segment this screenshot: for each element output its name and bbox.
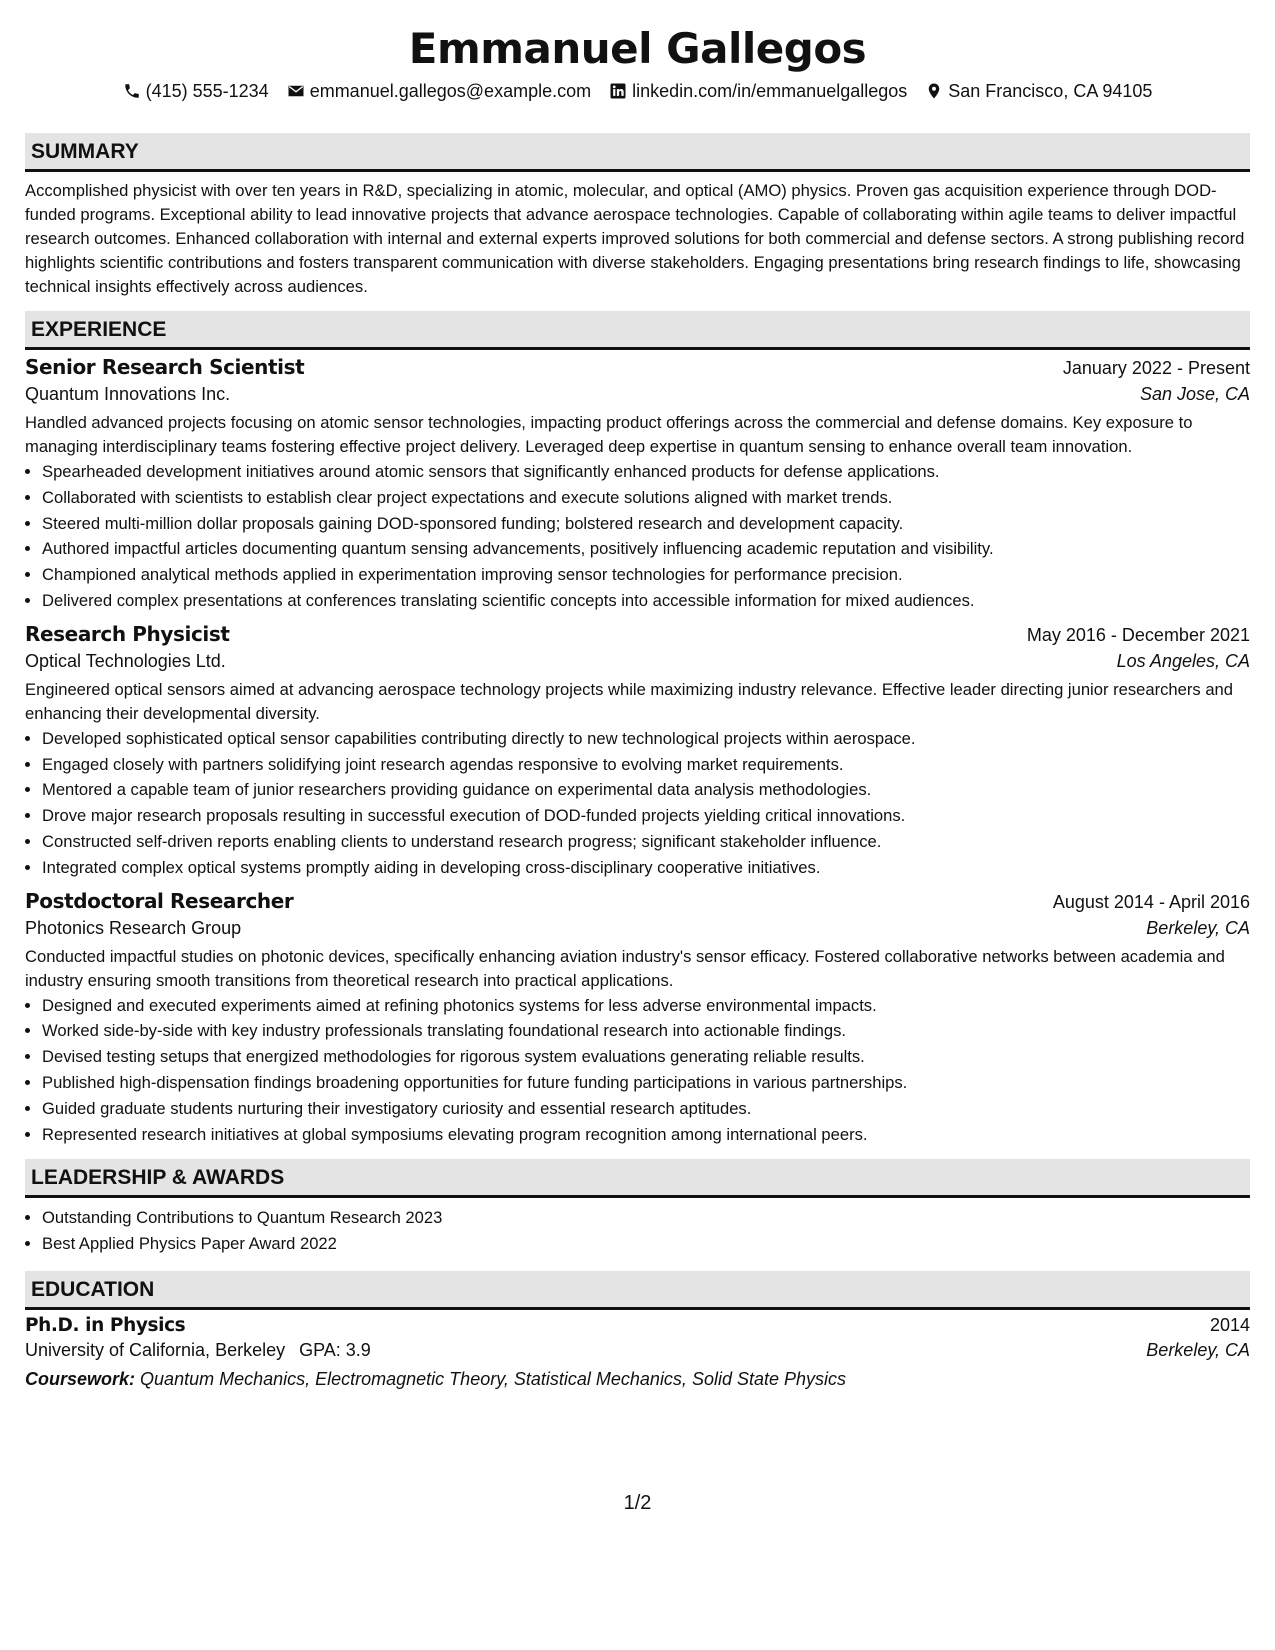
job-location: Los Angeles, CA (1116, 650, 1250, 671)
coursework-text: Quantum Mechanics, Electromagnetic Theory, Statistical Mechanics, Solid State Physics (140, 1368, 847, 1389)
experience-heading: EXPERIENCE (25, 311, 1250, 350)
contact-phone (123, 78, 269, 104)
email-link[interactable]: emmanuel.gallegos@example.com (309, 81, 592, 101)
contact-location (925, 78, 1152, 104)
education-heading: EDUCATION (25, 1271, 1250, 1310)
contact-linkedin[interactable] (609, 78, 907, 104)
coursework-label: Coursework: (25, 1368, 136, 1389)
list-item: • Devised testing setups that energized methodologies for rigorous system evaluations generating reliable results. (42, 1044, 1250, 1070)
job-bullets (25, 726, 1250, 881)
job-company: Photonics Research Group (25, 917, 242, 938)
list-item: • Developed sophisticated optical sensor capabilities contributing directly to new technological projects within aerospace. (42, 726, 1250, 752)
list-item: • Spearheaded development initiatives around atomic sensors that significantly enhanced products for defense applications. (42, 459, 1250, 485)
resume-page (25, 0, 1250, 1393)
list-item: • Collaborated with scientists to establish clear project expectations and execute solutions aligned with market trends. (42, 485, 1250, 511)
edu-coursework (25, 1365, 1250, 1393)
job-description: Engineered optical sensors aimed at advancing aerospace technology projects while maximizing industry relevance. Effective leader directing junior researchers and enhancing their developmental diversity. (25, 679, 1234, 723)
job-location: Berkeley, CA (1146, 917, 1250, 938)
job-description: Conducted impactful studies on photonic devices, specifically enhancing aviation industry's sensor efficacy. Fostered collaborative networks between academia and industry ensuring smooth transitions from theoretical research into practical applications. (25, 946, 1225, 990)
awards-heading: LEADERSHIP & AWARDS (25, 1159, 1250, 1198)
job-entry (25, 355, 1250, 614)
linkedin-link[interactable]: linkedin.com/in/emmanuelgallegos (632, 81, 908, 101)
list-item: • Guided graduate students nurturing their investigatory curiosity and essential research aptitudes. (42, 1096, 1250, 1122)
map-marker-icon (925, 82, 943, 100)
edu-school: University of California, Berkeley (25, 1339, 286, 1360)
job-company: Optical Technologies Ltd. (25, 650, 226, 671)
list-item: • Designed and executed experiments aimed at refining photonics systems for less adverse environmental impacts. (42, 993, 1250, 1019)
job-bullets (25, 459, 1250, 614)
job-dates: August 2014 - April 2016 (1052, 891, 1250, 912)
job-title: Senior Research Scientist (25, 355, 305, 379)
education-entry (25, 1315, 1250, 1393)
list-item: • Constructed self-driven reports enabling clients to understand research progress; significant stakeholder influence. (42, 829, 1250, 855)
job-title: Research Physicist (25, 621, 230, 646)
job-bullets (25, 993, 1250, 1148)
edu-location: Berkeley, CA (1146, 1339, 1250, 1360)
summary-heading: SUMMARY (25, 133, 1250, 172)
job-title: Postdoctoral Researcher (25, 888, 294, 913)
edu-year: 2014 (1209, 1314, 1250, 1335)
list-item: • Integrated complex optical systems promptly aiding in developing cross-disciplinary cooperative initiatives. (42, 855, 1250, 881)
phone-icon (123, 82, 141, 100)
list-item: • Delivered complex presentations at conferences translating scientific concepts into accessible information for mixed audiences. (42, 588, 1250, 614)
contact-bar (25, 78, 1250, 104)
list-item: • Represented research initiatives at global symposiums elevating program recognition among international peers. (42, 1122, 1250, 1148)
job-entry (25, 889, 1250, 1148)
edu-gpa: GPA: 3.9 (299, 1339, 371, 1360)
list-item: • Worked side-by-side with key industry professionals translating foundational research into actionable findings. (42, 1018, 1250, 1044)
list-item: • Outstanding Contributions to Quantum Research 2023 (42, 1205, 1250, 1231)
list-item: • Published high-dispensation findings broadening opportunities for future funding participations in various partnerships. (42, 1070, 1250, 1096)
job-dates: January 2022 - Present (1062, 358, 1250, 378)
list-item: • Best Applied Physics Paper Award 2022 (42, 1231, 1250, 1257)
job-location: San Jose, CA (1139, 384, 1250, 404)
candidate-name: Emmanuel Gallegos (408, 24, 867, 73)
list-item: • Engaged closely with partners solidifying joint research agendas responsive to evolving market requirements. (42, 752, 1250, 778)
job-dates: May 2016 - December 2021 (1026, 624, 1250, 645)
job-entry (25, 622, 1250, 881)
list-item: • Championed analytical methods applied in experimentation improving sensor technologies for performance precision. (42, 562, 1250, 588)
job-company: Quantum Innovations Inc. (25, 384, 231, 404)
awards-list (25, 1205, 1250, 1257)
linkedin-icon (609, 82, 627, 100)
edu-degree: Ph.D. in Physics (25, 1314, 186, 1336)
location-text: San Francisco, CA 94105 (948, 81, 1153, 101)
contact-email[interactable] (287, 78, 591, 104)
job-description: Handled advanced projects focusing on atomic sensor technologies, impacting product offerings across the commercial and defense domains. Key exposure to managing interdisciplinary teams fostering effective project delivery. Leveraged deep expertise in quantum sensing to enhance overall team innovation. (25, 413, 1193, 456)
list-item: • Authored impactful articles documenting quantum sensing advancements, positively influencing academic reputation and visibility. (42, 536, 1250, 562)
list-item: • Drove major research proposals resulting in successful execution of DOD-funded projects yielding critical innovations. (42, 803, 1250, 829)
page-number: 1/2 (623, 1492, 652, 1514)
envelope-icon (287, 82, 305, 100)
list-item: • Mentored a capable team of junior researchers providing guidance on experimental data analysis methodologies. (42, 777, 1250, 803)
summary-text: Accomplished physicist with over ten years in R&D, specializing in atomic, molecular, and optical (AMO) physics. Proven gas acquisition experience through DOD-funded programs. Exceptional ability to lead innovative projects that advance aerospace technologies. Capable of collaborating within agile teams to deliver impactful research outcomes. Enhanced collaboration with internal and external experts improved solutions for both commercial and defense sectors. A strong publishing record highlights scientific contributions and fosters transparent communication with diverse stakeholders. Engaging presentations bring research findings to life, showcasing technical insights effectively across audiences. (25, 181, 1245, 296)
phone-text: (415) 555-1234 (145, 81, 269, 101)
list-item: • Steered multi-million dollar proposals gaining DOD-sponsored funding; bolstered research and development capacity. (42, 511, 1250, 537)
